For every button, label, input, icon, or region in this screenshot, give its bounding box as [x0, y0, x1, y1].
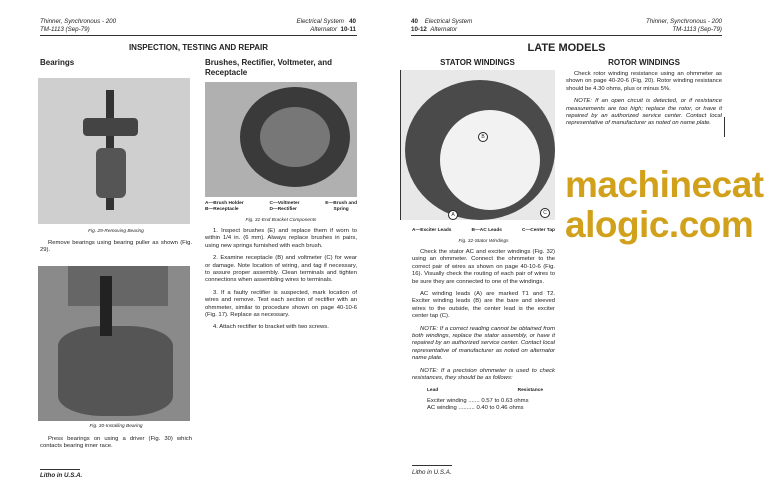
- header-doc: TM-1113 (Sep-79): [40, 26, 90, 33]
- rotor-column: [566, 71, 722, 133]
- resistance-table: [412, 388, 555, 413]
- rotor-heading: ROTOR WINDINGS: [608, 58, 680, 67]
- header-title: Thinner, Synchronous - 200: [645, 18, 722, 25]
- right-header-title: [620, 18, 722, 34]
- header-doc: TM-1113 (Sep-79): [672, 26, 722, 33]
- brushes-column: [205, 201, 357, 337]
- stator-para2: AC winding leads (A) are marked T1 and T2. Exciter winding leads (B) are the bare and sleeved wires to the outside, the center lead is the exciter center tap (C).: [412, 291, 555, 320]
- footer: Litho in U.S.A.: [40, 472, 83, 479]
- section: Electrical System: [424, 18, 473, 25]
- subsection: Alternator: [310, 26, 338, 33]
- fig29-caption: Fig. 29-Removing Bearing: [88, 229, 144, 234]
- header-rule: [40, 35, 357, 36]
- legend-c: C—Voltmeter: [269, 201, 300, 206]
- installing-bearing-photo: [38, 266, 190, 421]
- right-header-section: [411, 18, 472, 34]
- brushes-heading: Brushes, Rectifier, Voltmeter, and Receptacle: [205, 58, 333, 77]
- subsection: Alternator: [430, 26, 458, 33]
- page-title: LATE MODELS: [527, 42, 606, 54]
- watermark: machinecatalogic.com: [565, 164, 764, 245]
- stator-photo: [400, 70, 555, 220]
- label-c: C: [540, 208, 550, 218]
- fig31-legend: [205, 201, 357, 213]
- stator-para1: Check the stator AC and exciter windings (Fig. 32) using an ohmmeter. Connect the ohmmeter to the correct pair of wires as shown on page 40-10-6 (Fig. 16). Visually check the routing of each pair of wires to be sure they are connected to one of the windings.: [412, 249, 555, 285]
- footer-rule: [40, 469, 80, 470]
- section: Electrical System: [296, 18, 344, 25]
- resistance: 0.57 to 0.63 ohms: [481, 397, 529, 404]
- bearings-para1: Remove bearings using bearing puller as shown (Fig. 29).: [40, 240, 192, 254]
- left-header-section: [280, 18, 356, 34]
- rotor-para: Check rotor winding resistance using an ohmmeter as shown on page 40-20-6 (Fig. 20). Rotor winding resistance should be 4.30 ohms, plus or minus 5%.: [566, 71, 722, 92]
- bearings-para2: Press bearings on using a driver (Fig. 30) which contacts bearing inner race.: [40, 436, 192, 450]
- step-4: 4. Attach rectifier to bracket with two screws.: [213, 324, 329, 331]
- fig32-caption: Fig. 32-Stator Windings: [458, 239, 509, 244]
- legend-a: A—Brush Holder: [205, 201, 244, 206]
- lead: AC winding ..........: [427, 405, 475, 411]
- label-b: B: [478, 132, 488, 142]
- footer-rule: [412, 465, 452, 466]
- legend-e: E—Brush and: [325, 201, 357, 206]
- step-2: 2. Examine receptacle (B) and voltmeter (C) for wear or damage. Note location of wiring, and tag if necessary, to assure proper assembly. Clean terminals and tighten connections when assembling wires to terminals.: [205, 255, 357, 284]
- legend-a: A—Exciter Leads: [412, 228, 452, 233]
- page-title: INSPECTION, TESTING AND REPAIR: [128, 43, 269, 52]
- page-no: 10-11: [340, 26, 356, 33]
- header-title: Thinner, Synchronous - 200: [40, 18, 117, 25]
- header-rule: [411, 35, 722, 36]
- resistance: 0.40 to 0.46 ohms: [476, 405, 524, 411]
- table-header-resistance: Resistance: [517, 387, 543, 393]
- stator-heading: STATOR WINDINGS: [440, 58, 515, 67]
- fig31-caption: Fig. 31-End Bracket Components: [245, 218, 317, 223]
- fig32-legend: [412, 228, 555, 234]
- removing-bearing-photo: [38, 78, 190, 224]
- lead: Exciter winding .......: [427, 397, 480, 404]
- table-header-lead: Lead: [427, 387, 439, 393]
- step-3: 3. If a faulty rectifier is suspected, mark location of wires and remove. Test each section of rectifier with an ohmmeter, similar to procedure shown on page 40-10-6 (Fig. 17). Replace as necessary.: [205, 289, 357, 319]
- table-row: [427, 398, 543, 406]
- stator-column: [412, 228, 555, 418]
- legend-d: D—Rectifier: [269, 207, 297, 212]
- bearings-heading: Bearings: [40, 58, 75, 67]
- legend-b: B—AC Leads: [471, 228, 502, 233]
- step-1: 1. Inspect brushes (E) and replace them if worn to within 1/4 in. (6 mm). Always replace brushes in pairs, using new springs furnished with each brush.: [205, 228, 357, 249]
- legend-b: B—Receptacle: [205, 207, 239, 212]
- end-bracket-photo: [205, 82, 357, 197]
- margin-bar: [724, 117, 725, 137]
- page-no: 10-12: [411, 26, 427, 33]
- margin-bar: [400, 70, 401, 220]
- footer: Litho in U.S.A.: [412, 469, 452, 476]
- label-a: A: [448, 210, 458, 220]
- section-no: 40: [411, 18, 418, 25]
- left-header-title: [40, 18, 116, 34]
- fig30-caption: Fig. 30-Installing Bearing: [89, 424, 143, 429]
- section-no: 40: [349, 18, 356, 25]
- rotor-note: NOTE: If an open circuit is detected, or if resistance measurements are too high; replace the rotor, or have it repaired by an authorized service center. Contact local representative of manufacturer as noted on name plate.: [566, 98, 722, 127]
- table-row: [427, 405, 543, 413]
- legend-e2: Spring: [333, 207, 349, 212]
- stator-note2: NOTE: If a precision ohmmeter is used to check resistances, they should be as follows:: [412, 367, 555, 382]
- legend-c: C—Center Tap: [522, 228, 555, 233]
- stator-note1: NOTE: If a correct reading cannot be obtained from both windings, replace the stator assembly, or have it repaired by an authorized service center. Contact local representative of manufacturer as noted on alternator name plate.: [412, 325, 555, 362]
